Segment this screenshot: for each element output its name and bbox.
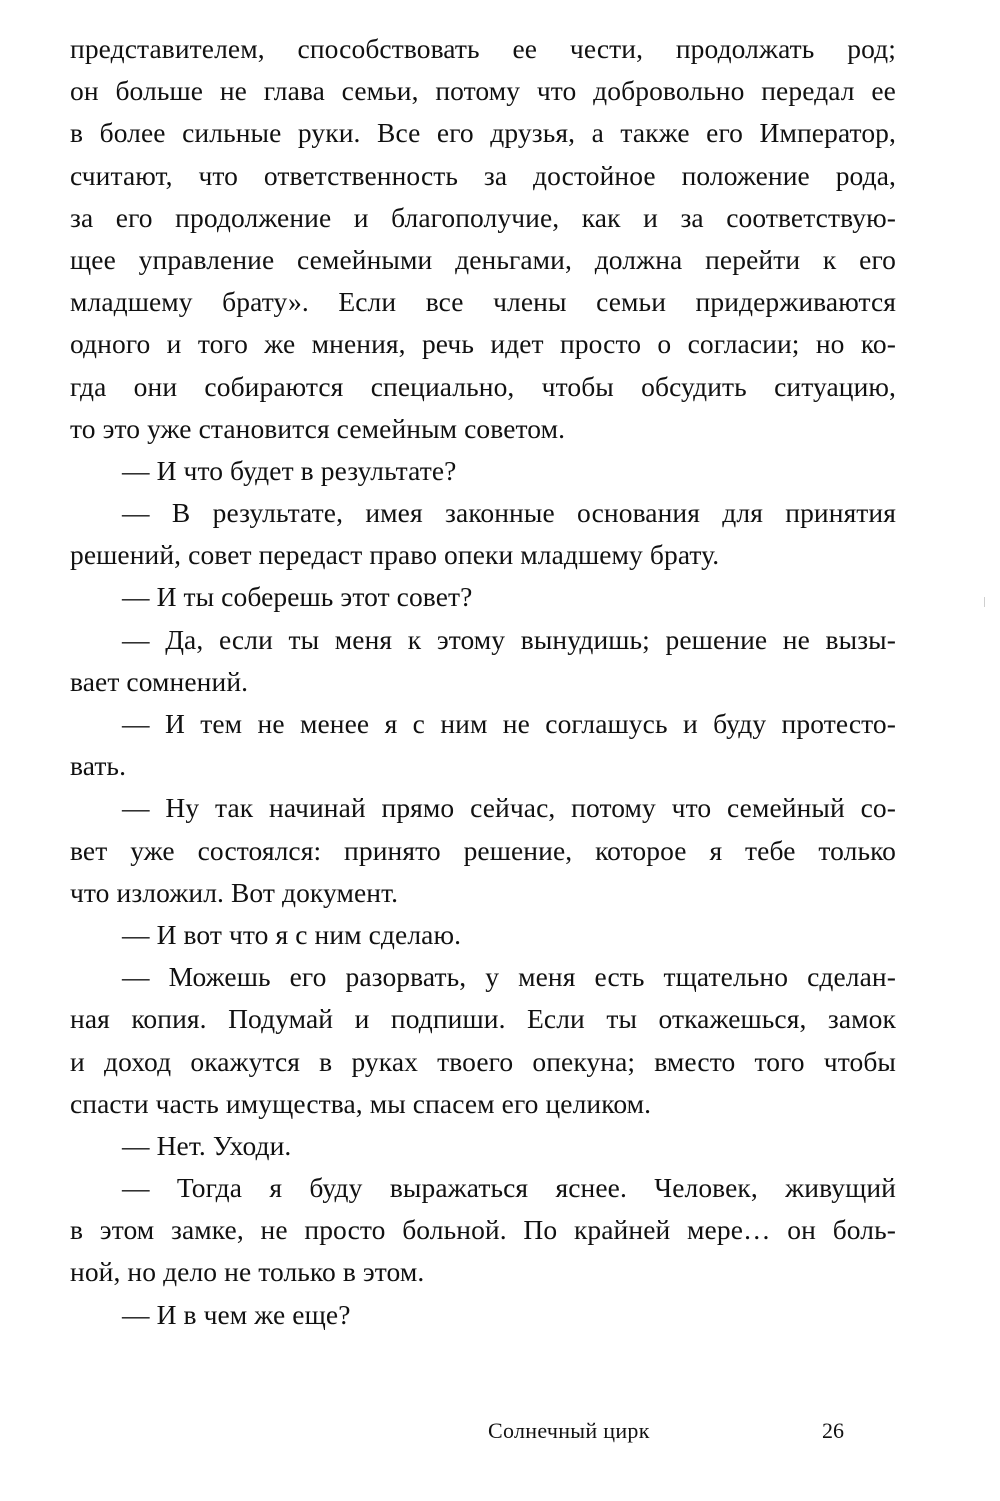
- text-line: младшему брату». Если все члены семьи придерживаются: [70, 286, 896, 318]
- text-line: что изложил. Вот документ.: [70, 876, 399, 908]
- text-line: щее управление семейными деньгами, должна перейти к его: [70, 243, 896, 275]
- text-line: вет уже состоялся: принято решение, которое я тебе только: [70, 834, 896, 866]
- text-line: вает сомнений.: [70, 665, 249, 697]
- page-footer: [0, 1418, 1000, 1458]
- text-line: представителем, способствовать ее чести, продолжать род;: [70, 33, 896, 64]
- body-text: [70, 28, 896, 1336]
- text-line: — Да, если ты меня к этому вынудишь; решение не вызы-: [122, 623, 896, 655]
- text-line: — И тем не менее я с ним не соглашусь и буду протесто-: [122, 708, 896, 739]
- text-line: — Можешь его разорвать, у меня есть тщательно сделан-: [122, 961, 896, 993]
- text-line: вать.: [70, 750, 127, 782]
- text-line: — И в чем же еще?: [122, 1298, 351, 1330]
- text-line: ной, но дело не только в этом.: [70, 1256, 425, 1288]
- text-line: решений, совет передаст право опеки младшему брату.: [70, 539, 720, 571]
- text-line: — И вот что я с ним сделаю.: [122, 918, 462, 950]
- text-line: — Ну так начинай прямо сейчас, потому что семейный со-: [122, 792, 896, 824]
- text-line: — Нет. Уходи.: [122, 1129, 292, 1161]
- text-line: и доход окажутся в руках твоего опекуна; вместо того чтобы: [70, 1045, 896, 1077]
- text-line: — В результате, имея законные основания для принятия: [122, 497, 896, 529]
- text-line: ная копия. Подумай и подпиши. Если ты откажешься, замок: [70, 1003, 896, 1035]
- page-number: 26: [822, 1418, 844, 1443]
- text-line: то это уже становится семейным советом.: [70, 412, 566, 444]
- text-line: — Тогда я буду выражаться яснее. Человек, живущий: [122, 1172, 896, 1204]
- text-line: за его продолжение и благополучие, как и за соответствую-: [70, 201, 896, 233]
- text-line: — И ты соберешь этот совет?: [122, 581, 473, 613]
- text-line: в этом замке, не просто больной. По крайней мере… он боль-: [70, 1214, 896, 1246]
- running-title: Солнечный цирк: [488, 1418, 650, 1443]
- text-line: он больше не глава семьи, потому что добровольно передал ее: [70, 75, 896, 107]
- text-line: считают, что ответственность за достойное положение рода,: [70, 159, 896, 191]
- text-line: спасти часть имущества, мы спасем его целиком.: [70, 1087, 652, 1119]
- text-line: гда они собираются специально, чтобы обсудить ситуацию,: [70, 370, 896, 402]
- scan-edge-mark: [984, 597, 985, 607]
- text-line: одного и того же мнения, речь идет просто о согласии; но ко-: [70, 328, 896, 360]
- text-line: — И что будет в результате?: [122, 454, 457, 486]
- text-line: в более сильные руки. Все его друзья, а также его Император,: [70, 117, 896, 149]
